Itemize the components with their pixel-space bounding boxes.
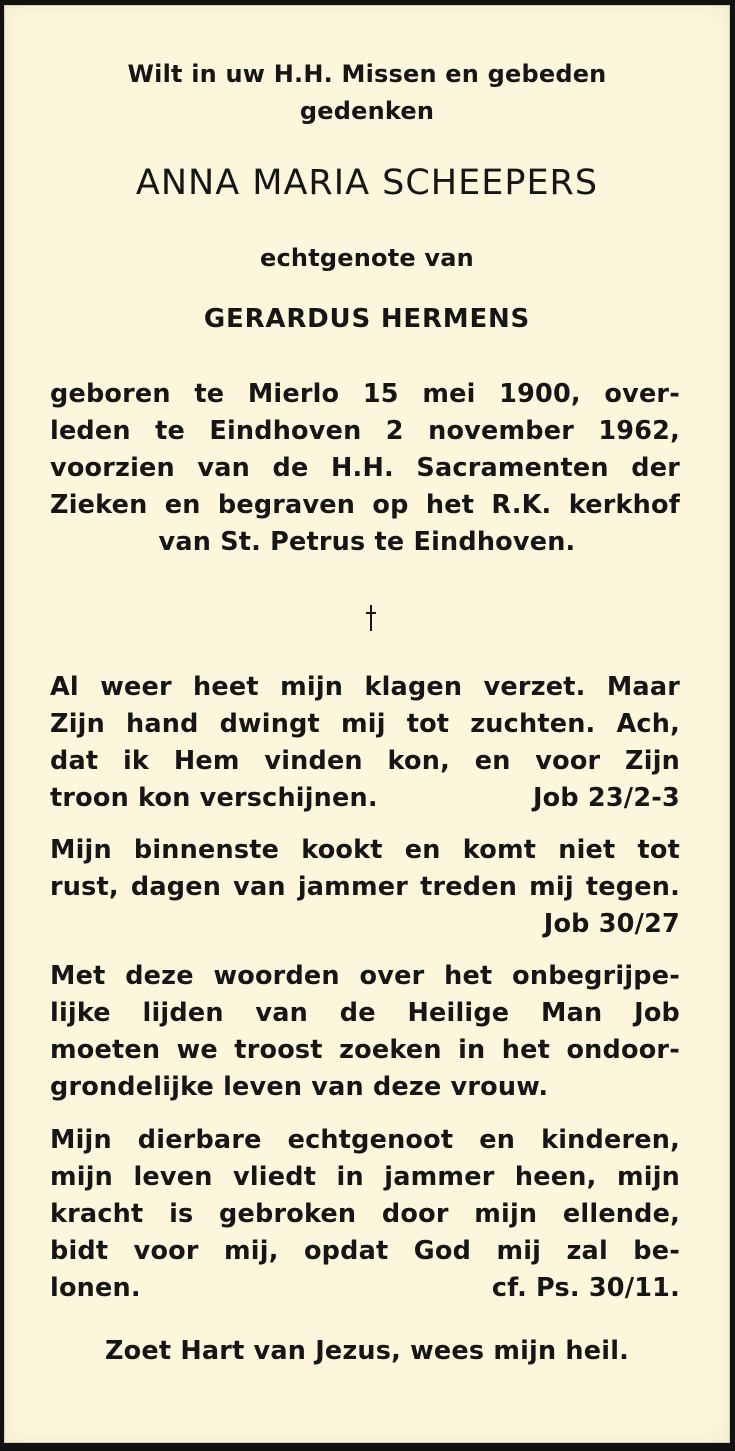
closing-prayer: Zoet Hart van Jezus, wees mijn heil.: [104, 1336, 630, 1366]
farewell-line-4: bidt voor mij, opdat God mij zal be-: [50, 1236, 680, 1266]
farewell-line-5: lonen.: [50, 1273, 141, 1303]
biography-line-2: leden te Eindhoven 2 november 1962,: [50, 416, 680, 446]
reflection-line-1: Met deze woorden over het onbegrijpe-: [50, 961, 680, 991]
verse-2-reference: Job 30/27: [543, 909, 680, 939]
biography-line-1: geboren te Mierlo 15 mei 1900, over-: [50, 379, 680, 409]
farewell-line-2: mijn leven vliedt in jammer heen, mijn: [50, 1162, 680, 1192]
verse-2-line-2: rust, dagen van jammer treden mij tegen.: [50, 872, 680, 902]
biography-line-3: voorzien van de H.H. Sacramenten der: [50, 453, 680, 483]
intro-line-2: gedenken: [299, 97, 435, 125]
verse-2-line-1: Mijn binnenste kookt en komt niet tot: [50, 835, 680, 865]
memorial-card: [4, 5, 730, 1443]
intro-line-1: Wilt in uw H.H. Missen en gebeden: [127, 60, 607, 88]
cross-icon: [364, 604, 378, 632]
verse-1-line-3: dat ik Hem vinden kon, en voor Zijn: [50, 746, 680, 776]
verse-1-line-2: Zijn hand dwingt mij tot zuchten. Ach,: [50, 709, 680, 739]
verse-1-line-4: troon kon verschijnen.: [50, 783, 378, 813]
deceased-name: ANNA MARIA SCHEEPERS: [135, 163, 599, 203]
spouse-name: GERARDUS HERMENS: [203, 304, 531, 334]
reflection-line-3: moeten we troost zoeken in het ondoor-: [50, 1035, 680, 1065]
biography-line-5: van St. Petrus te Eindhoven.: [158, 527, 576, 557]
farewell-reference: cf. Ps. 30/11.: [491, 1273, 680, 1303]
biography-line-4: Zieken en begraven op het R.K. kerkhof: [50, 490, 680, 520]
relation-text: echtgenote van: [260, 244, 474, 272]
verse-1-line-1: Al weer heet mijn klagen verzet. Maar: [50, 672, 680, 702]
reflection-line-4: grondelijke leven van deze vrouw.: [50, 1072, 549, 1102]
verse-1-reference: Job 23/2-3: [532, 783, 680, 813]
reflection-line-2: lijke lijden van de Heilige Man Job: [50, 998, 680, 1028]
farewell-line-1: Mijn dierbare echtgenoot en kinderen,: [50, 1125, 680, 1155]
farewell-line-3: kracht is gebroken door mijn ellende,: [50, 1199, 680, 1229]
